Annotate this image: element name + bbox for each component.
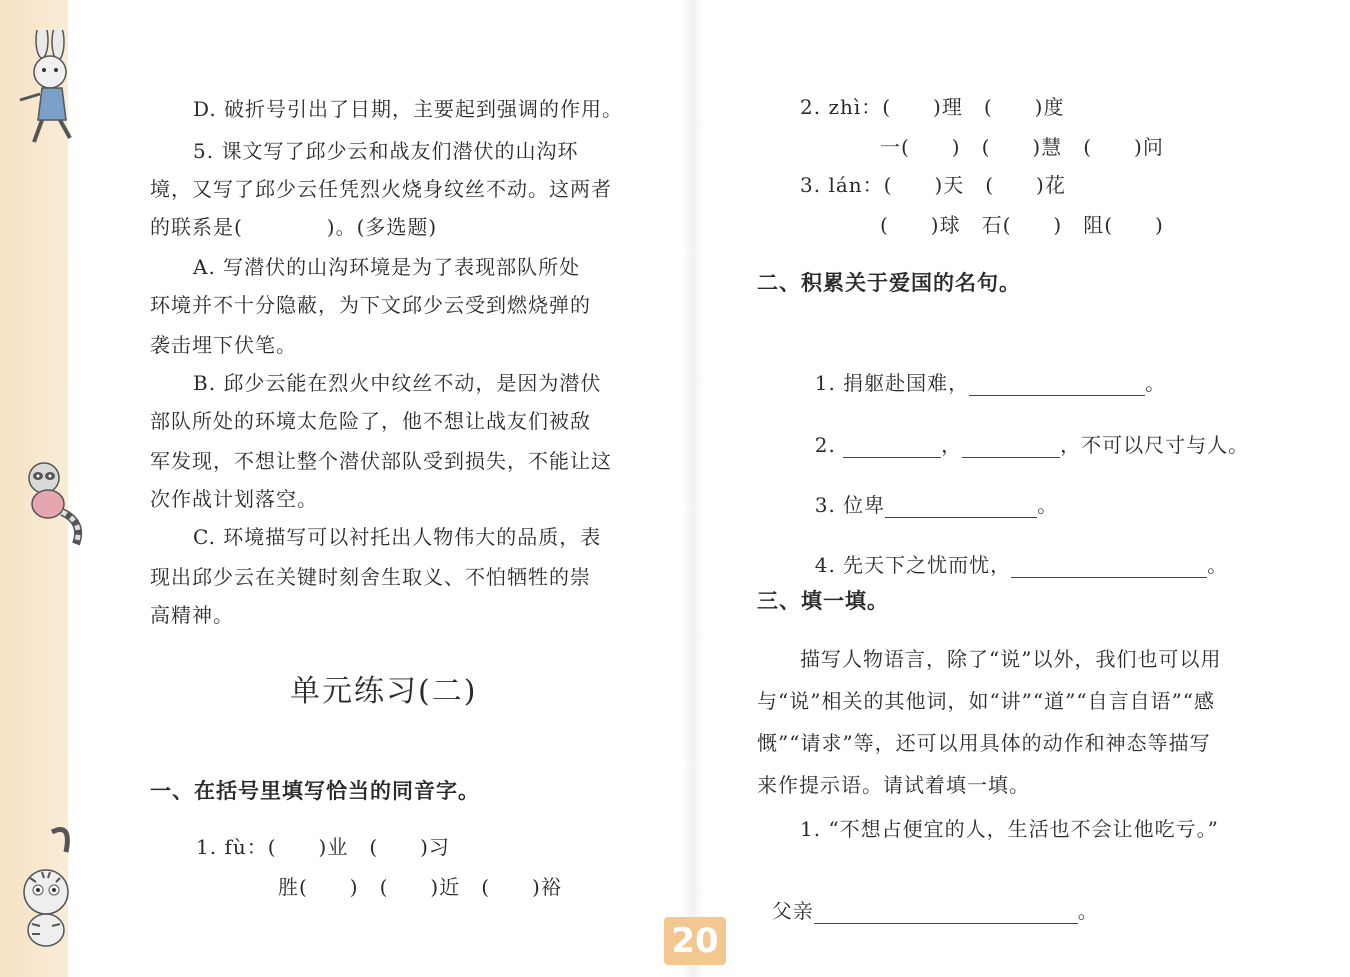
quote-2-answer-blank-2[interactable]	[962, 437, 1060, 458]
section-3-question-1: 1. “不想占便宜的人，生活也不会让他吃亏。”	[800, 817, 1219, 841]
section-3-answer-end: 。	[1077, 899, 1099, 923]
option-a: A. 写潜伏的山沟环境是为了表现部队所处	[193, 255, 581, 279]
zhi-question-line-1: 2. zhì：( )理 ( )度	[800, 95, 1065, 119]
option-c-text: 现出邱少云在关键时刻舍生取义、不怕牺牲的崇	[150, 565, 591, 589]
lan-question-line-1: 3. lán：( )天 ( )花	[800, 173, 1066, 197]
quote-4-end: 。	[1207, 553, 1229, 577]
page-number: 20	[664, 917, 726, 965]
option-a-text: 袭击埋下伏笔。	[150, 333, 297, 357]
quote-1-text: 1. 捐躯赴国难，	[814, 371, 970, 395]
section-3-heading: 三、填一填。	[757, 589, 889, 613]
section-3-answer-label: 父亲	[771, 899, 814, 923]
quote-1-answer-blank[interactable]	[969, 375, 1145, 396]
option-d: D. 破折号引出了日期，主要起到强调的作用。	[193, 97, 624, 121]
quote-3-answer-blank[interactable]	[885, 497, 1037, 518]
fu-question-line-2: 胜( ) ( )近 ( )裕	[278, 875, 562, 899]
quote-3-end: 。	[1037, 493, 1059, 517]
option-b-text: 军发现，不想让整个潜伏部队受到损失，不能让这	[150, 449, 612, 473]
section-3-instruction: 与“说”相关的其他词，如“讲”“道”“自言自语”“感	[757, 689, 1216, 713]
lan-question-line-2: ( )球 石( ) 阻( )	[880, 213, 1164, 237]
section-3-answer	[757, 872, 1099, 924]
quote-2	[800, 406, 1249, 458]
quote-3	[800, 466, 1058, 518]
option-b-text: 部队所处的环境太危险了，他不想让战友们被敌	[150, 409, 591, 433]
quote-3-text: 3. 位卑	[814, 493, 886, 517]
section-2-heading: 二、积累关于爱国的名句。	[757, 271, 1021, 295]
page-gutter	[682, 0, 704, 977]
tiger-mascot-icon	[12, 822, 82, 952]
quote-4-answer-blank[interactable]	[1011, 557, 1207, 578]
section-1-heading: 一、在括号里填写恰当的同音字。	[150, 779, 480, 803]
question-5: 5. 课文写了邱少云和战友们潜伏的山沟环	[193, 139, 579, 163]
section-3-instruction: 慨”“请求”等，还可以用具体的动作和神态等描写	[757, 731, 1211, 755]
unit-title: 单元练习(二)	[290, 674, 478, 709]
option-b-text: 次作战计划落空。	[150, 487, 318, 511]
question-5-text: 境，又写了邱少云任凭烈火烧身纹丝不动。这两者	[150, 177, 612, 201]
fu-question-line-1: 1. fù：( )业 ( )习	[196, 835, 450, 859]
section-3-instruction: 描写人物语言，除了“说”以外，我们也可以用	[800, 647, 1222, 671]
option-b: B. 邱少云能在烈火中纹丝不动，是因为潜伏	[193, 371, 602, 395]
section-3-instruction: 来作提示语。请试着填一填。	[757, 773, 1030, 797]
quote-4	[800, 526, 1228, 578]
rabbit-mascot-icon	[12, 30, 92, 150]
quote-1	[800, 344, 1166, 396]
quote-2-number: 2.	[814, 433, 844, 457]
quote-1-end: 。	[1145, 371, 1167, 395]
quote-2-comma: ，	[941, 433, 963, 457]
quote-4-text: 4. 先天下之忧而忧，	[814, 553, 1012, 577]
raccoon-mascot-icon	[14, 456, 94, 551]
option-c-text: 高精神。	[150, 603, 234, 627]
quote-2-text: ，不可以尺寸与人。	[1060, 433, 1250, 457]
zhi-question-line-2: 一( ) ( )慧 ( )问	[880, 135, 1164, 159]
question-5-text: 的联系是( )。(多选题)	[150, 215, 438, 239]
quote-2-answer-blank-1[interactable]	[843, 437, 941, 458]
option-c: C. 环境描写可以衬托出人物伟大的品质，表	[193, 525, 602, 549]
section-3-answer-blank[interactable]	[814, 903, 1078, 924]
option-a-text: 环境并不十分隐蔽，为下文邱少云受到燃烧弹的	[150, 293, 591, 317]
